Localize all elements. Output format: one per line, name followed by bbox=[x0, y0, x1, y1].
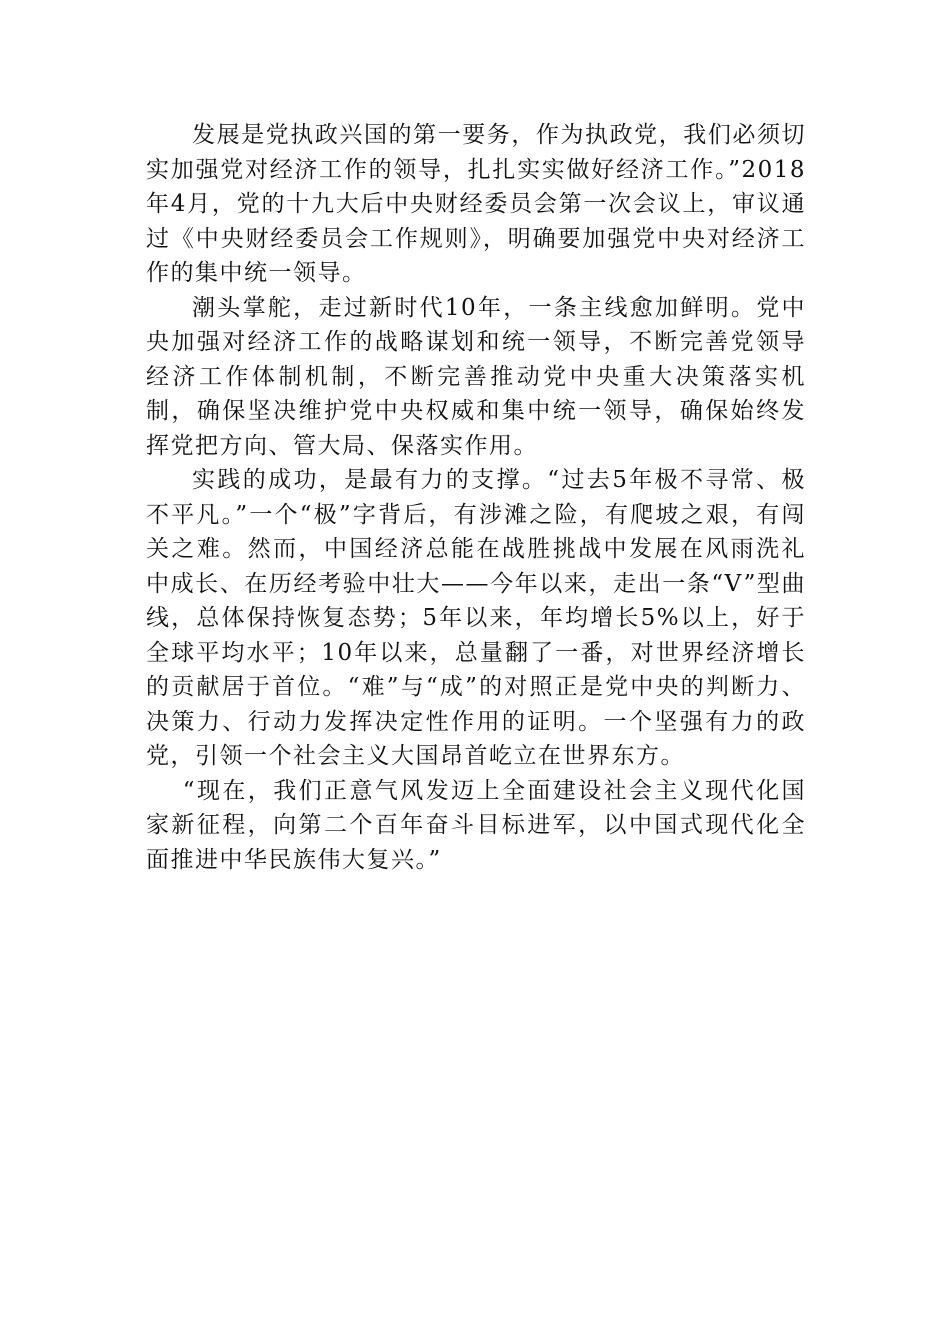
document-body bbox=[146, 118, 806, 877]
paragraph-3: 实践的成功，是最有力的支撑。“过去5年极不寻常、极不平凡。”一个“极”字背后，有涉滩之险，有爬坡之艰，有闯关之难。然而，中国经济总能在战胜挑战中发展在风雨洗礼中成长、在历经考验中壮大——今年以来，走出一条“V”型曲线，总体保持恢复态势；5年以来，年均增长5%以上，好于全球平均水平；10年以来，总量翻了一番，对世界经济增长的贡献居于首位。“难”与“成”的对照正是党中央的判断力、决策力、行动力发挥决定性作用的证明。一个坚强有力的政党，引领一个社会主义大国昂首屹立在世界东方。 bbox=[146, 467, 806, 769]
paragraph-2: 潮头掌舵，走过新时代10年，一条主线愈加鲜明。党中央加强对经济工作的战略谋划和统一领导，不断完善党领导经济工作体制机制，不断完善推动党中央重大决策落实机制，确保坚决维护党中央权威和集中统一领导，确保始终发挥党把方向、管大局、保落实作用。 bbox=[146, 294, 806, 459]
paragraph-1: 发展是党执政兴国的第一要务，作为执政党，我们必须切实加强党对经济工作的领导，扎扎实实做好经济工作。”2018年4月，党的十九大后中央财经委员会第一次会议上，审议通过《中央财经委员会工作规则》，明确要加强党中央对经济工作的集中统一领导。 bbox=[146, 122, 806, 286]
paragraph-4: “现在，我们正意气风发迈上全面建设社会主义现代化国家新征程，向第二个百年奋斗目标进军，以中国式现代化全面推进中华民族伟大复兴。” bbox=[146, 777, 806, 873]
